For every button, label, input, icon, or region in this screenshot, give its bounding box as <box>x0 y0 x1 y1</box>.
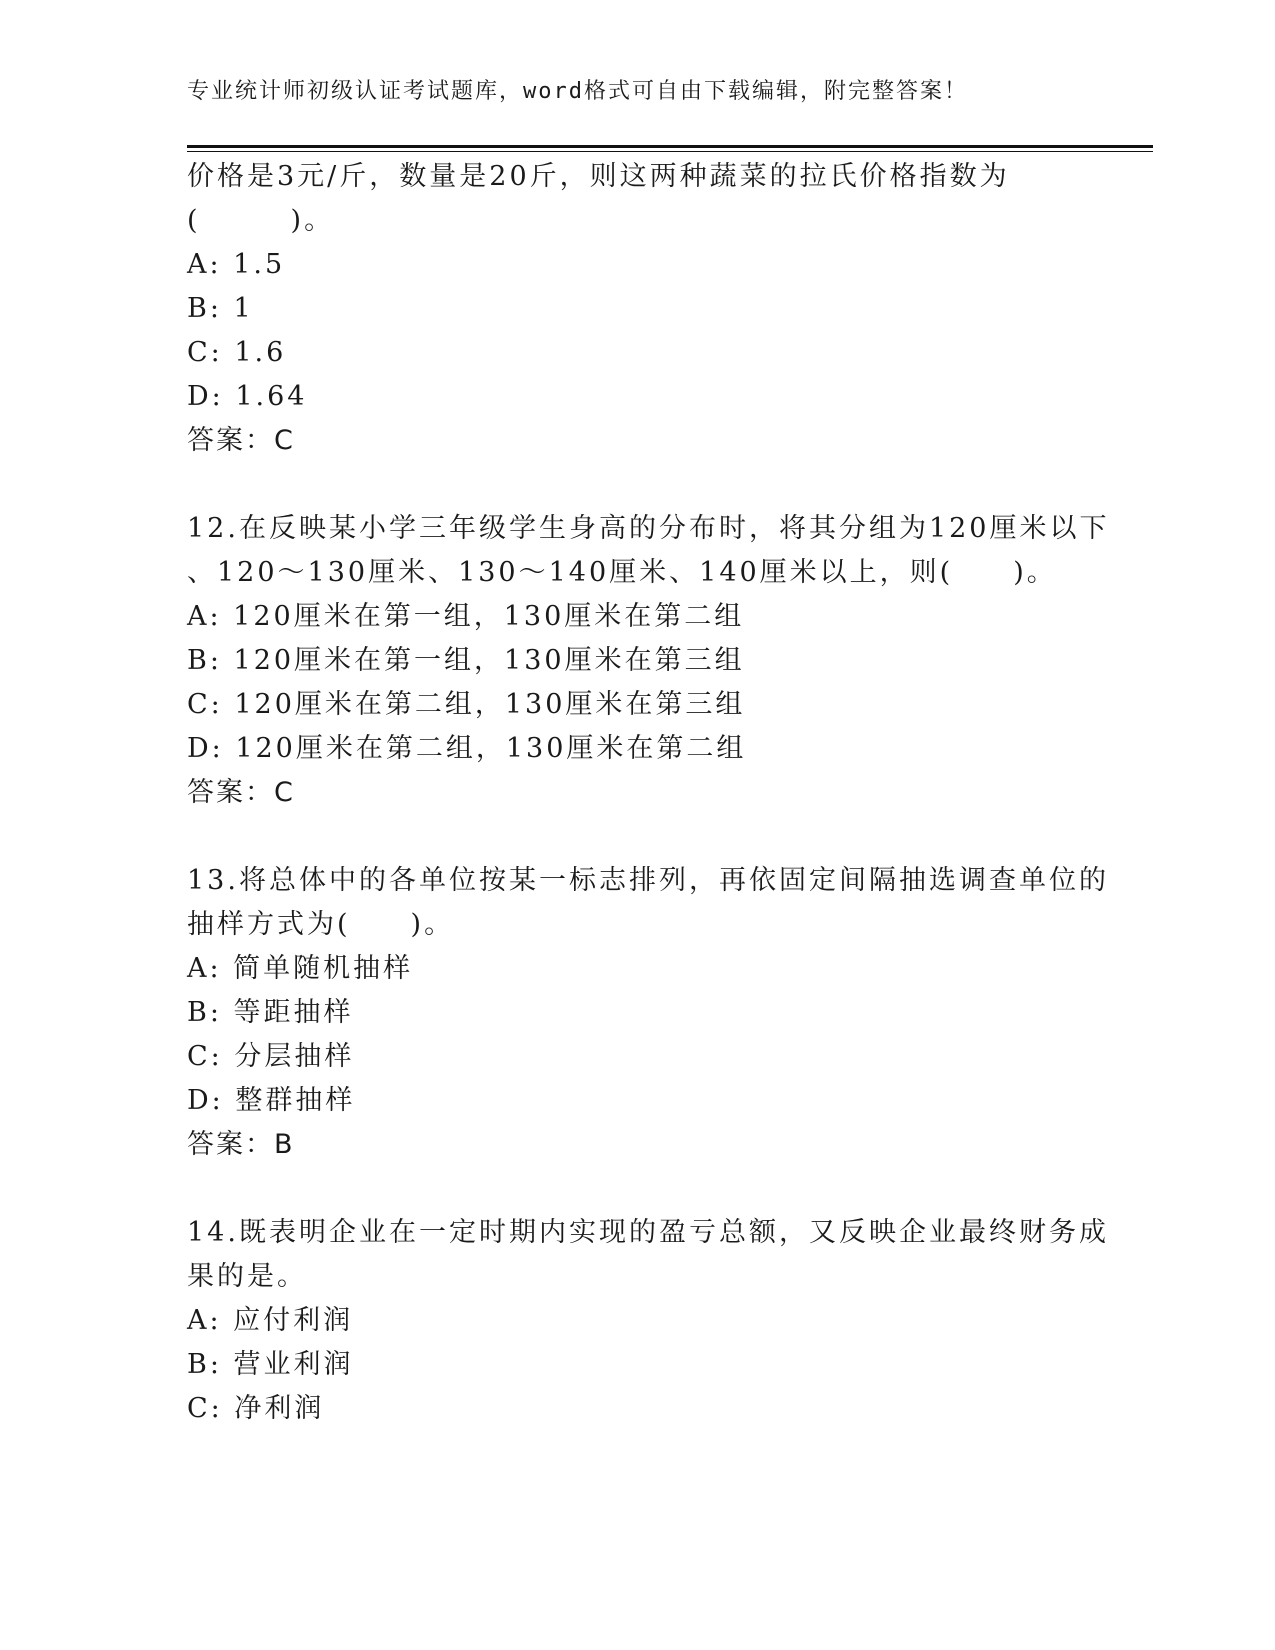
header-rule-thick <box>187 145 1153 148</box>
q11-option-b: B: 1 <box>187 293 254 324</box>
q14-stem-line2: 果的是。 <box>187 1261 307 1292</box>
q11-stem-line1: 价格是3元/斤，数量是20斤，则这两种蔬菜的拉氏价格指数为 <box>187 161 1010 192</box>
q11-answer: 答案：C <box>187 425 295 456</box>
q14-stem-line1: 14.既表明企业在一定时期内实现的盈亏总额，又反映企业最终财务成 <box>187 1217 1109 1248</box>
q13-stem-line1: 13.将总体中的各单位按某一标志排列，再依固定间隔抽选调查单位的 <box>187 865 1109 896</box>
q11-option-d: D: 1.64 <box>187 381 308 412</box>
document-header: 专业统计师初级认证考试题库，word格式可自由下载编辑，附完整答案！ <box>187 79 968 104</box>
q11-option-a: A: 1.5 <box>187 249 286 280</box>
q13-option-d: D: 整群抽样 <box>187 1085 356 1116</box>
q12-option-a: A: 120厘米在第一组，130厘米在第二组 <box>187 601 745 632</box>
q14-option-b: B: 营业利润 <box>187 1349 354 1380</box>
q13-option-a: A: 简单随机抽样 <box>187 953 414 984</box>
q13-option-b: B: 等距抽样 <box>187 997 354 1028</box>
q13-option-c: C: 分层抽样 <box>187 1041 355 1072</box>
q14-option-a: A: 应付利润 <box>187 1305 354 1336</box>
q12-option-b: B: 120厘米在第一组，130厘米在第三组 <box>187 645 745 676</box>
q11-option-c: C: 1.6 <box>187 337 287 368</box>
q12-answer: 答案：C <box>187 777 295 808</box>
q13-stem-line2: 抽样方式为( )。 <box>187 909 455 940</box>
q12-option-c: C: 120厘米在第二组，130厘米在第三组 <box>187 689 746 720</box>
header-rule-thin <box>187 151 1153 152</box>
q12-stem-line1: 12.在反映某小学三年级学生身高的分布时，将其分组为120厘米以下 <box>187 513 1110 544</box>
q13-answer: 答案：B <box>187 1129 295 1160</box>
q12-option-d: D: 120厘米在第二组，130厘米在第二组 <box>187 733 747 764</box>
q12-stem-line2: 、120～130厘米、130～140厘米、140厘米以上，则( )。 <box>187 557 1057 588</box>
q11-stem-line2: ( )。 <box>187 205 335 236</box>
q14-option-c: C: 净利润 <box>187 1393 325 1424</box>
